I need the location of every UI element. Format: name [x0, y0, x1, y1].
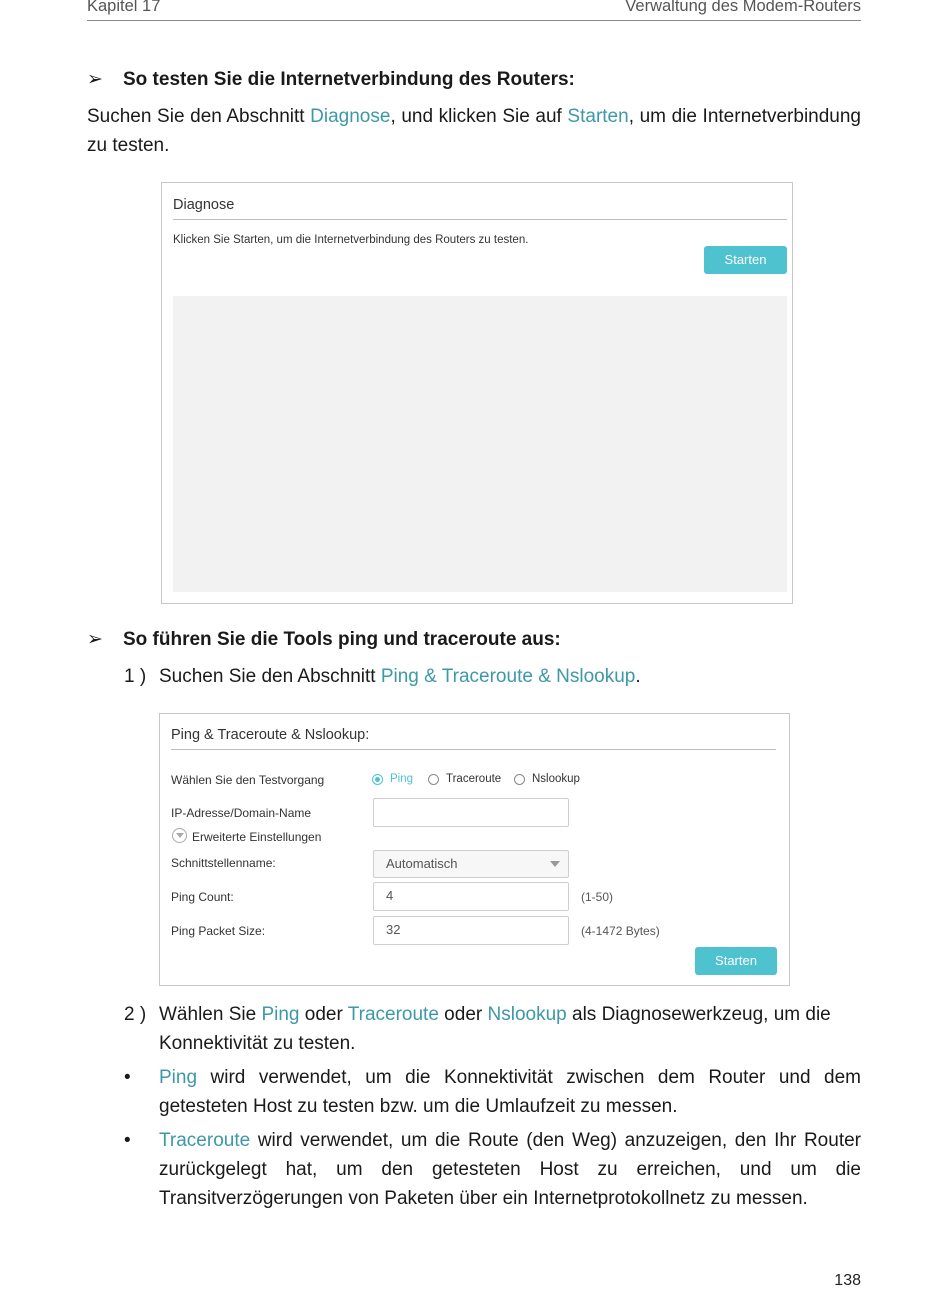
ping-count-hint: (1-50)	[581, 890, 614, 904]
ping-traceroute-panel	[159, 713, 790, 986]
bullet-traceroute	[124, 1126, 861, 1213]
step-text: Suchen Sie den Abschnitt	[159, 666, 381, 687]
radio-traceroute[interactable]	[428, 774, 439, 785]
bullet-text: wird verwendet, um die Route (den Weg) anzuzeigen, den Ihr Router zurückgelegt hat, um den getesteten Host zu erreichen, und um die Transitverzögerungen von Paketen über ein Internetprotokollnetz zu messen.	[159, 1130, 861, 1209]
divider	[171, 749, 776, 750]
starten-link[interactable]: Starten	[567, 106, 629, 127]
diagnose-start-button[interactable]: Starten	[704, 246, 787, 274]
radio-nslookup-label: Nslookup	[532, 773, 580, 785]
page-number: 138	[834, 1272, 861, 1289]
divider	[173, 219, 787, 220]
test-type-label: Wählen Sie den Testvorgang	[171, 773, 325, 787]
arrow-bullet-icon: ➢	[87, 629, 103, 650]
advanced-settings-toggle[interactable]: Erweiterte Einstellungen	[192, 830, 322, 844]
radio-nslookup[interactable]	[514, 774, 525, 785]
radio-ping[interactable]	[372, 774, 383, 785]
diagnose-link[interactable]: Diagnose	[310, 106, 391, 127]
bullet-dot-icon: •	[124, 1130, 131, 1151]
step-text: als Diagnosewerkzeug, um die Konnektivität zu testen.	[159, 1004, 831, 1054]
step-2	[124, 1000, 861, 1058]
diagnose-output-area	[173, 296, 787, 592]
chapter-label: Kapitel 17	[87, 0, 161, 15]
section1-heading-text: So testen Sie die Internetverbindung des Routers:	[123, 69, 575, 90]
dropdown-arrow-icon	[550, 861, 560, 867]
packet-size-label: Ping Packet Size:	[171, 924, 266, 938]
section2-heading-text: So führen Sie die Tools ping und traceroute aus:	[123, 629, 561, 650]
chevron-down-icon[interactable]	[172, 828, 187, 843]
step-text: Wählen Sie	[159, 1004, 262, 1025]
packet-size-hint: (4-1472 Bytes)	[581, 924, 660, 938]
ping-link[interactable]: Ping	[261, 1004, 300, 1025]
para-text: Suchen Sie den Abschnitt	[87, 106, 311, 127]
section2-heading	[87, 628, 561, 651]
step-number: 2 )	[124, 1004, 147, 1025]
ping-start-button[interactable]: Starten	[695, 947, 777, 975]
radio-traceroute-label: Traceroute	[446, 773, 502, 785]
ip-domain-input[interactable]	[373, 798, 569, 827]
ping-panel-title: Ping & Traceroute & Nslookup:	[171, 727, 370, 743]
step-1	[124, 662, 861, 691]
step-number: 1 )	[124, 666, 147, 687]
ping-count-label: Ping Count:	[171, 890, 234, 904]
section1-heading	[87, 68, 575, 91]
bullet-text: wird verwendet, um die Konnektivität zwischen dem Router und dem getesteten Host zu testen bzw. um die Umlaufzeit zu messen.	[159, 1067, 861, 1117]
diagnose-title: Diagnose	[173, 197, 235, 213]
step-text: oder	[438, 1004, 488, 1025]
para-text: , um die Internetverbindung zu testen.	[87, 106, 861, 156]
ping-link[interactable]: Ping	[159, 1067, 198, 1088]
bullet-ping	[124, 1063, 861, 1121]
ping-count-input[interactable]: 4	[373, 882, 569, 911]
section1-paragraph	[87, 102, 861, 160]
packet-size-input[interactable]: 32	[373, 916, 569, 945]
diagnose-panel	[161, 182, 793, 604]
step-text: .	[635, 666, 641, 687]
traceroute-link[interactable]: Traceroute	[347, 1004, 439, 1025]
diagnose-description: Klicken Sie Starten, um die Internetverbindung des Routers zu testen.	[173, 234, 529, 246]
arrow-bullet-icon: ➢	[87, 69, 103, 90]
traceroute-link[interactable]: Traceroute	[159, 1130, 251, 1151]
section-label: Verwaltung des Modem-Routers	[625, 0, 861, 15]
interface-select[interactable]	[373, 850, 569, 878]
nslookup-link[interactable]: Nslookup	[487, 1004, 567, 1025]
ping-traceroute-link[interactable]: Ping & Traceroute & Nslookup	[380, 666, 636, 687]
interface-select-value: Automatisch	[386, 856, 458, 871]
ip-domain-label: IP-Adresse/Domain-Name	[171, 806, 312, 820]
interface-name-label: Schnittstellenname:	[171, 856, 276, 870]
radio-ping-label: Ping	[390, 773, 414, 785]
para-text: , und klicken Sie auf	[390, 106, 568, 127]
step-text: oder	[299, 1004, 348, 1025]
bullet-dot-icon: •	[124, 1067, 131, 1088]
page-header	[87, 0, 861, 21]
